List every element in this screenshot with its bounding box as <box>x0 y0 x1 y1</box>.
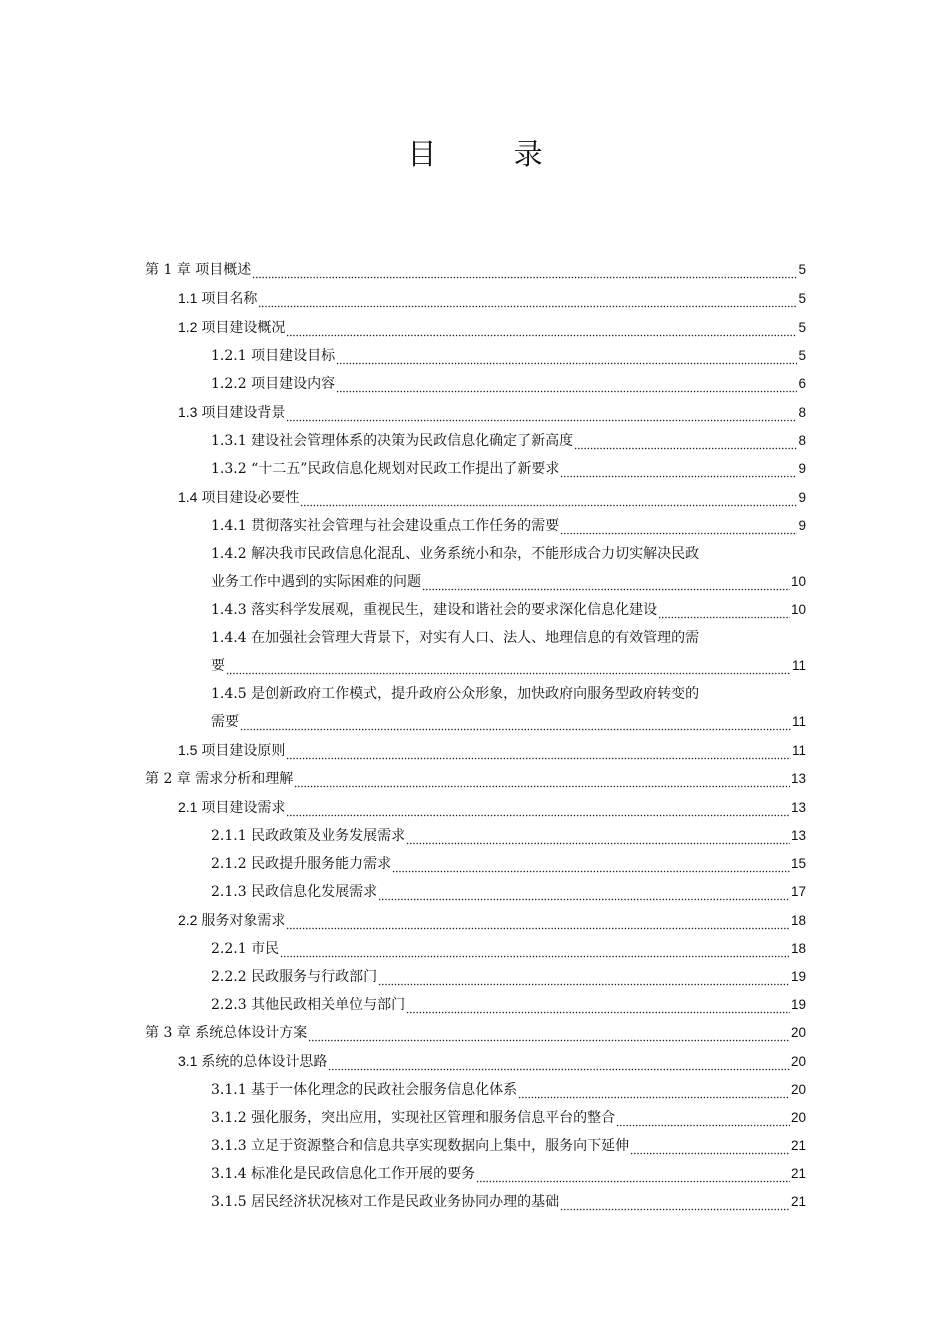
toc-page-number: 15 <box>790 856 806 871</box>
toc-page-number: 20 <box>790 1110 806 1125</box>
dot-leader <box>422 577 790 591</box>
toc-entry-title: 2.1.2 民政提升服务能力需求 <box>211 856 392 872</box>
toc-entry[interactable] <box>145 991 806 1019</box>
toc-page-number: 18 <box>790 913 806 928</box>
toc-entry-row <box>211 512 806 540</box>
toc-page-number: 11 <box>791 743 806 758</box>
toc-page-number: 13 <box>790 771 806 786</box>
toc-entry-text-line1: 1.4.5 是创新政府工作模式，提升政府公众形象，加快政府向服务型政府转变的 <box>211 686 700 702</box>
toc-entry-title: 1.3.1 建设社会管理体系的决策为民政信息化确定了新高度 <box>211 433 574 449</box>
dot-leader <box>616 1113 790 1127</box>
toc-entry[interactable] <box>145 398 806 427</box>
toc-entry-row <box>145 765 806 793</box>
toc-entry-row <box>178 793 806 822</box>
toc-entry-text-line1: 1.4.4 在加强社会管理大背景下，对实有人口、法人、地理信息的有效管理的需 <box>211 630 700 646</box>
toc-page-number: 6 <box>798 376 806 391</box>
dot-leader <box>328 1057 790 1071</box>
toc-entry[interactable] <box>145 1160 806 1188</box>
toc-entry-row <box>178 1047 806 1076</box>
toc-entry-row <box>211 1104 806 1132</box>
toc-entry-title: 要 <box>211 658 225 674</box>
toc-entry-row <box>211 991 806 1019</box>
toc-entry[interactable] <box>145 793 806 822</box>
toc-entry-row <box>211 850 806 878</box>
toc-entry-title: 3.1.3 立足于资源整合和信息共享实现数据向上集中，服务向下延伸 <box>211 1138 630 1154</box>
toc-entry[interactable] <box>145 680 806 736</box>
toc-page-number: 11 <box>791 714 806 729</box>
toc-page-number: 19 <box>790 969 806 984</box>
dot-leader <box>286 746 791 760</box>
toc-entry-title: 3.1 系统的总体设计思路 <box>178 1053 328 1069</box>
toc-entry-title: 1.3 项目建设背景 <box>178 404 286 420</box>
toc-page-number: 13 <box>790 828 806 843</box>
table-of-contents <box>145 256 806 1216</box>
toc-entry-title: 1.2 项目建设概况 <box>178 319 286 335</box>
dot-leader <box>240 717 791 731</box>
dot-leader <box>658 605 790 619</box>
toc-page-number: 5 <box>798 291 806 306</box>
toc-entry-row <box>211 822 806 850</box>
dot-leader <box>280 944 790 958</box>
toc-entry-row <box>178 736 806 765</box>
toc-entry-row <box>211 1132 806 1160</box>
toc-page-number: 13 <box>790 800 806 815</box>
toc-entry-row <box>211 427 806 455</box>
toc-page-number: 5 <box>798 348 806 363</box>
dot-leader <box>630 1141 790 1155</box>
toc-page-number: 10 <box>790 602 806 617</box>
dot-leader <box>258 294 797 308</box>
toc-entry[interactable] <box>145 624 806 680</box>
dot-leader <box>336 379 797 393</box>
toc-page-number: 20 <box>790 1025 806 1040</box>
toc-entry-title: 2.1.1 民政政策及业务发展需求 <box>211 828 406 844</box>
toc-entry-row <box>211 935 806 963</box>
toc-entry[interactable] <box>145 1047 806 1076</box>
toc-entry-row <box>211 342 806 370</box>
toc-page-number: 11 <box>791 658 806 673</box>
toc-entry[interactable] <box>145 1019 806 1047</box>
toc-entry[interactable] <box>145 935 806 963</box>
dot-leader <box>286 916 790 930</box>
toc-entry-row <box>211 878 806 906</box>
toc-entry[interactable] <box>145 850 806 878</box>
toc-entry-title: 2.2.1 市民 <box>211 941 280 957</box>
dot-leader <box>300 493 797 507</box>
toc-entry[interactable] <box>145 455 806 483</box>
toc-entry-title: 3.1.4 标准化是民政信息化工作开展的要务 <box>211 1166 476 1182</box>
toc-entry-title: 第 3 章 系统总体设计方案 <box>145 1025 308 1041</box>
toc-page-number: 19 <box>790 997 806 1012</box>
dot-leader <box>286 803 790 817</box>
toc-entry-title: 需要 <box>211 714 239 730</box>
dot-leader <box>286 323 797 337</box>
toc-entry[interactable] <box>145 1132 806 1160</box>
toc-page-number: 5 <box>798 320 806 335</box>
toc-entry-row <box>145 1019 806 1047</box>
toc-entry-row <box>145 256 806 284</box>
dot-leader <box>560 521 797 535</box>
toc-entry-title: 1.4.3 落实科学发展观，重视民生，建设和谐社会的要求深化信息化建设 <box>211 602 658 618</box>
toc-entry-title: 1.4.1 贯彻落实社会管理与社会建设重点工作任务的需要 <box>211 518 560 534</box>
page-title: 目 录 <box>407 137 577 171</box>
toc-entry-text-line1: 1.4.2 解决我市民政信息化混乱、业务系统小和杂，不能形成合力切实解决民政 <box>211 546 700 562</box>
dot-leader <box>560 464 797 478</box>
dot-leader <box>378 887 790 901</box>
toc-entry-title: 1.1 项目名称 <box>178 290 258 306</box>
toc-entry-title: 1.5 项目建设原则 <box>178 742 286 758</box>
toc-entry-row <box>211 1188 806 1216</box>
dot-leader <box>252 265 797 279</box>
toc-entry[interactable] <box>145 1188 806 1216</box>
toc-entry-title: 2.2.3 其他民政相关单位与部门 <box>211 997 406 1013</box>
toc-entry[interactable] <box>145 342 806 370</box>
toc-entry[interactable] <box>145 1104 806 1132</box>
toc-entry-row <box>211 455 806 483</box>
toc-entry-row <box>211 708 806 736</box>
toc-page-number: 8 <box>798 433 806 448</box>
toc-entry-row <box>211 652 806 680</box>
toc-entry-row <box>211 596 806 624</box>
dot-leader <box>518 1085 790 1099</box>
dot-leader <box>560 1197 790 1211</box>
toc-entry-title: 1.2.1 项目建设目标 <box>211 348 336 364</box>
toc-entry[interactable] <box>145 765 806 793</box>
toc-page-number: 21 <box>790 1138 806 1153</box>
toc-entry[interactable] <box>145 370 806 398</box>
dot-leader <box>294 774 790 788</box>
toc-page-number: 21 <box>790 1166 806 1181</box>
toc-page-number: 20 <box>790 1054 806 1069</box>
toc-entry-title: 1.3.2 “十二五”民政信息化规划对民政工作提出了新要求 <box>211 461 560 477</box>
toc-page-number: 8 <box>798 405 806 420</box>
toc-entry[interactable] <box>145 313 806 342</box>
toc-entry-title: 3.1.2 强化服务，突出应用，实现社区管理和服务信息平台的整合 <box>211 1110 616 1126</box>
toc-page-number: 9 <box>798 490 806 505</box>
toc-page-number: 18 <box>790 941 806 956</box>
toc-page-number: 10 <box>790 574 806 589</box>
toc-page-number: 20 <box>790 1082 806 1097</box>
toc-entry[interactable] <box>145 256 806 284</box>
toc-entry-title: 第 1 章 项目概述 <box>145 262 252 278</box>
toc-entry-title: 1.4 项目建设必要性 <box>178 489 300 505</box>
dot-leader <box>574 436 797 450</box>
toc-entry-title: 2.2 服务对象需求 <box>178 912 286 928</box>
toc-entry-title: 3.1.1 基于一体化理念的民政社会服务信息化体系 <box>211 1082 518 1098</box>
toc-entry[interactable] <box>145 822 806 850</box>
toc-entry-title: 业务工作中遇到的实际困难的问题 <box>211 574 421 590</box>
toc-entry-row <box>178 398 806 427</box>
toc-entry-row <box>211 568 806 596</box>
toc-entry[interactable] <box>145 906 806 935</box>
dot-leader <box>286 408 797 422</box>
dot-leader <box>336 351 797 365</box>
toc-entry-title: 2.1.3 民政信息化发展需求 <box>211 884 378 900</box>
toc-entry[interactable] <box>145 878 806 906</box>
toc-entry-title: 2.2.2 民政服务与行政部门 <box>211 969 378 985</box>
toc-page-number: 9 <box>798 461 806 476</box>
toc-entry[interactable] <box>145 483 806 512</box>
toc-entry[interactable] <box>145 512 806 540</box>
toc-page-number: 17 <box>790 884 806 899</box>
toc-entry[interactable] <box>145 596 806 624</box>
toc-entry[interactable] <box>145 1076 806 1104</box>
dot-leader <box>476 1169 790 1183</box>
toc-entry[interactable] <box>145 427 806 455</box>
toc-entry[interactable] <box>145 284 806 313</box>
toc-entry-row <box>178 906 806 935</box>
toc-page-number: 9 <box>798 518 806 533</box>
dot-leader <box>406 831 790 845</box>
dot-leader <box>406 1000 790 1014</box>
dot-leader <box>226 661 791 675</box>
dot-leader <box>308 1028 790 1042</box>
toc-entry[interactable] <box>145 540 806 596</box>
toc-entry[interactable] <box>145 736 806 765</box>
toc-entry-title: 1.2.2 项目建设内容 <box>211 376 336 392</box>
toc-entry[interactable] <box>145 963 806 991</box>
toc-page-number: 5 <box>798 262 806 277</box>
dot-leader <box>392 859 790 873</box>
toc-entry-title: 2.1 项目建设需求 <box>178 799 286 815</box>
toc-entry-title: 3.1.5 居民经济状况核对工作是民政业务协同办理的基础 <box>211 1194 560 1210</box>
toc-entry-row <box>178 284 806 313</box>
dot-leader <box>378 972 790 986</box>
toc-entry-row <box>211 1160 806 1188</box>
toc-entry-row <box>211 1076 806 1104</box>
toc-entry-row <box>178 313 806 342</box>
toc-page-number: 21 <box>790 1194 806 1209</box>
toc-entry-title: 第 2 章 需求分析和理解 <box>145 771 294 787</box>
toc-entry-row <box>178 483 806 512</box>
toc-entry-row <box>211 370 806 398</box>
toc-entry-row <box>211 963 806 991</box>
